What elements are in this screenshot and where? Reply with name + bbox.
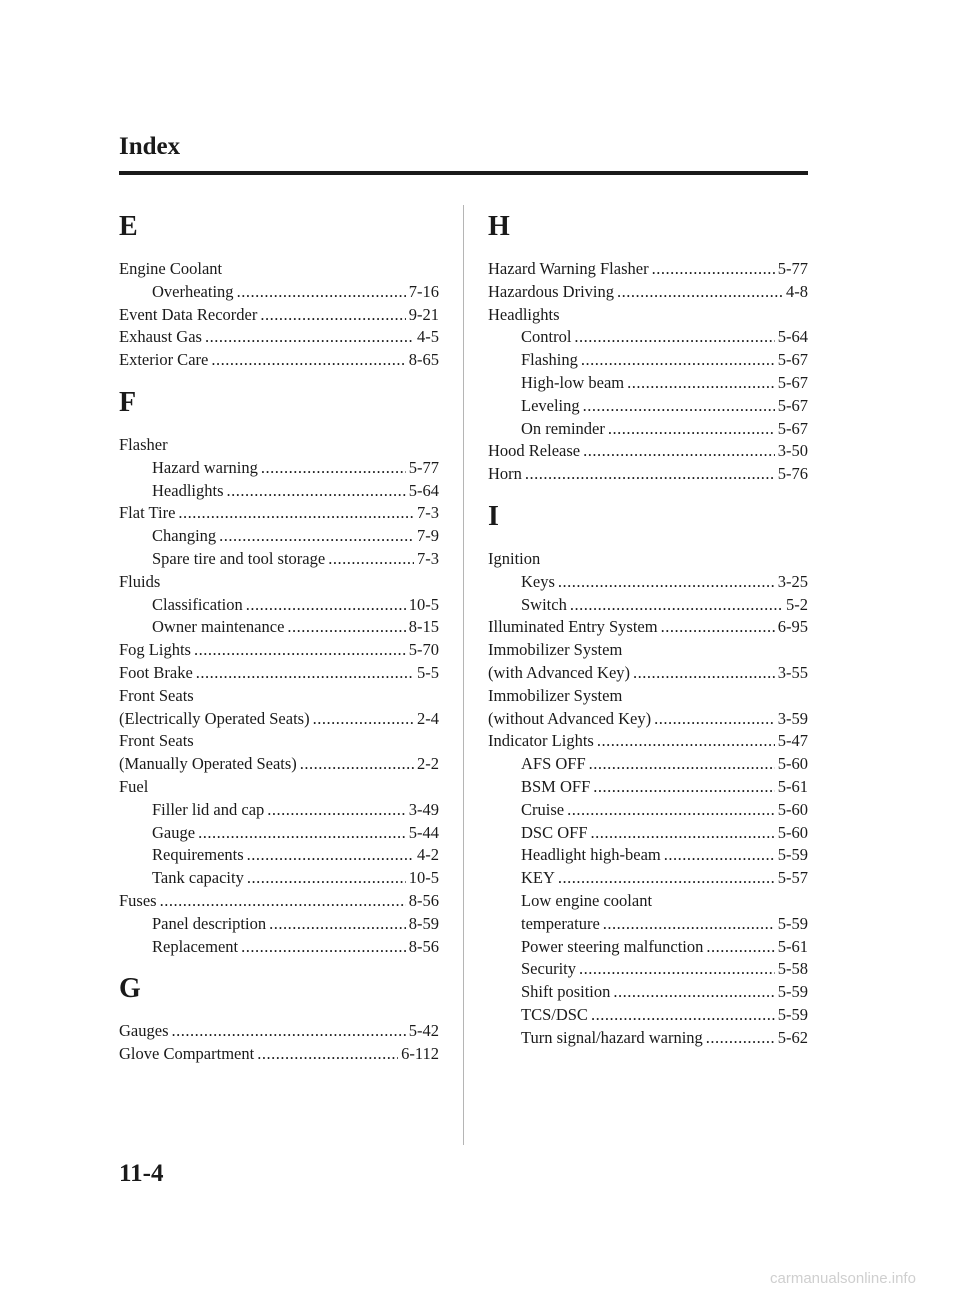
index-entry bbox=[119, 571, 439, 594]
section-letter: H bbox=[488, 211, 510, 242]
entry-page-ref: 2-4 bbox=[417, 708, 439, 728]
index-subentry bbox=[488, 913, 808, 936]
entry-label: Requirements bbox=[152, 845, 244, 865]
dot-leader bbox=[603, 913, 775, 936]
dot-leader bbox=[608, 418, 775, 441]
dot-leader bbox=[664, 844, 775, 867]
entry-label: Turn signal/hazard warning bbox=[521, 1027, 703, 1047]
index-entry bbox=[488, 463, 808, 486]
entry-label: Classification bbox=[152, 594, 243, 614]
dot-leader bbox=[591, 1004, 775, 1027]
entry-page-ref: 5-60 bbox=[777, 754, 808, 774]
entry-page-ref: 2-2 bbox=[417, 754, 439, 774]
entry-label: Horn bbox=[488, 464, 522, 484]
index-subentry bbox=[119, 822, 439, 845]
entry-label: Flasher bbox=[119, 434, 168, 454]
entry-label: (without Advanced Key) bbox=[488, 708, 652, 728]
entry-page-ref: 5-47 bbox=[777, 731, 808, 751]
dot-leader bbox=[706, 936, 774, 959]
entry-page-ref: 5-76 bbox=[777, 464, 808, 484]
dot-leader bbox=[627, 372, 775, 395]
entry-label: Gauge bbox=[152, 822, 196, 842]
dot-leader bbox=[171, 1020, 405, 1043]
entry-label: Headlights bbox=[152, 480, 224, 500]
index-column-left bbox=[119, 210, 439, 1066]
entry-label: Switch bbox=[521, 594, 567, 614]
dot-leader bbox=[589, 753, 775, 776]
index-subentry bbox=[119, 844, 439, 867]
index-subentry bbox=[488, 799, 808, 822]
index-subentry bbox=[119, 867, 439, 890]
dot-leader bbox=[287, 616, 405, 639]
index-subentry bbox=[488, 418, 808, 441]
index-entry bbox=[488, 548, 808, 571]
dot-leader bbox=[633, 662, 775, 685]
entry-label: Tank capacity bbox=[152, 868, 244, 888]
index-subentry bbox=[488, 372, 808, 395]
entry-label: Hazard warning bbox=[152, 457, 258, 477]
entry-label: Hood Release bbox=[488, 441, 581, 461]
entry-label: Control bbox=[521, 327, 572, 347]
entry-label: Gauges bbox=[119, 1021, 169, 1041]
entry-label: Flat Tire bbox=[119, 503, 176, 523]
dot-leader bbox=[247, 844, 414, 867]
entry-page-ref: 6-95 bbox=[777, 617, 808, 637]
dot-leader bbox=[313, 708, 414, 731]
dot-leader bbox=[257, 1043, 398, 1066]
entry-label: Overheating bbox=[152, 281, 234, 301]
entry-label: High-low beam bbox=[521, 372, 625, 392]
entry-label: DSC OFF bbox=[521, 822, 588, 842]
entry-label: Front Seats bbox=[119, 731, 194, 751]
index-entry bbox=[119, 685, 439, 708]
page-title: Index bbox=[119, 133, 181, 160]
index-subentry bbox=[488, 867, 808, 890]
index-entry bbox=[119, 1020, 439, 1043]
dot-leader bbox=[205, 326, 414, 349]
dot-leader bbox=[617, 281, 783, 304]
index-subentry bbox=[488, 958, 808, 981]
dot-leader bbox=[567, 799, 775, 822]
dot-leader bbox=[593, 776, 775, 799]
section-letter: E bbox=[119, 211, 138, 242]
entry-page-ref: 5-58 bbox=[777, 959, 808, 979]
entry-label: Foot Brake bbox=[119, 662, 193, 682]
entry-label: Engine Coolant bbox=[119, 259, 223, 278]
index-entry bbox=[119, 502, 439, 525]
index-subentry bbox=[488, 890, 808, 913]
entry-label: Changing bbox=[152, 526, 217, 546]
dot-leader bbox=[269, 913, 406, 936]
entry-label: BSM OFF bbox=[521, 776, 591, 796]
index-entry bbox=[119, 776, 439, 799]
section-letter: G bbox=[119, 973, 141, 1005]
index-entry bbox=[488, 730, 808, 753]
entry-label: Glove Compartment bbox=[119, 1044, 255, 1064]
dot-leader bbox=[246, 594, 406, 617]
entry-page-ref: 5-59 bbox=[777, 845, 808, 865]
entry-page-ref: 3-55 bbox=[777, 662, 808, 682]
entry-page-ref: 5-67 bbox=[777, 418, 808, 438]
entry-label: Headlight high-beam bbox=[521, 845, 661, 865]
entry-label: (Electrically Operated Seats) bbox=[119, 708, 310, 728]
index-entry bbox=[488, 258, 808, 281]
dot-leader bbox=[219, 525, 414, 548]
entry-label: Headlights bbox=[488, 304, 560, 324]
dot-leader bbox=[583, 395, 775, 418]
dot-leader bbox=[558, 867, 775, 890]
index-subentry bbox=[119, 594, 439, 617]
entry-label: Hazardous Driving bbox=[488, 281, 615, 301]
index-subentry bbox=[488, 844, 808, 867]
entry-label: On reminder bbox=[521, 418, 605, 438]
entry-page-ref: 5-57 bbox=[777, 868, 808, 888]
entry-page-ref: 5-67 bbox=[777, 395, 808, 415]
entry-page-ref: 4-2 bbox=[417, 845, 439, 865]
index-entry bbox=[119, 326, 439, 349]
index-subentry bbox=[488, 571, 808, 594]
entry-page-ref: 5-44 bbox=[408, 822, 439, 842]
section-letter: I bbox=[488, 500, 499, 532]
entry-label: TCS/DSC bbox=[521, 1004, 588, 1024]
index-subentry bbox=[119, 457, 439, 480]
dot-leader bbox=[613, 981, 774, 1004]
entry-label: (with Advanced Key) bbox=[488, 662, 631, 682]
dot-leader bbox=[300, 753, 414, 776]
entry-page-ref: 4-8 bbox=[786, 281, 808, 301]
dot-leader bbox=[227, 480, 406, 503]
index-subentry bbox=[488, 776, 808, 799]
index-entry bbox=[119, 708, 439, 731]
index-entry bbox=[119, 662, 439, 685]
entry-label: Immobilizer System bbox=[488, 640, 623, 660]
entry-page-ref: 5-77 bbox=[408, 457, 439, 477]
entry-page-ref: 5-5 bbox=[417, 662, 439, 682]
entry-label: Illuminated Entry System bbox=[488, 617, 658, 637]
entry-label: Spare tire and tool storage bbox=[152, 548, 326, 568]
entry-page-ref: 7-3 bbox=[417, 503, 439, 523]
index-entry bbox=[119, 890, 439, 913]
entry-label: Fuel bbox=[119, 776, 149, 796]
dot-leader bbox=[160, 890, 406, 913]
index-column-right bbox=[488, 210, 808, 1050]
entry-label: Filler lid and cap bbox=[152, 799, 265, 819]
header-rule bbox=[119, 171, 808, 175]
dot-leader bbox=[328, 548, 414, 571]
entry-page-ref: 8-59 bbox=[408, 913, 439, 933]
entry-page-ref: 5-70 bbox=[408, 640, 439, 660]
entry-page-ref: 5-61 bbox=[777, 936, 808, 956]
index-entry bbox=[119, 434, 439, 457]
index-entry bbox=[488, 304, 808, 327]
entry-label: Indicator Lights bbox=[488, 731, 594, 751]
dot-leader bbox=[597, 730, 775, 753]
index-entry bbox=[488, 616, 808, 639]
entry-page-ref: 5-61 bbox=[777, 776, 808, 796]
entry-page-ref: 5-59 bbox=[777, 913, 808, 933]
index-subentry bbox=[119, 913, 439, 936]
entry-label: Panel description bbox=[152, 913, 267, 933]
index-subentry bbox=[119, 616, 439, 639]
entry-page-ref: 5-60 bbox=[777, 822, 808, 842]
index-entry bbox=[488, 662, 808, 685]
entry-page-ref: 8-65 bbox=[408, 350, 439, 370]
entry-label: Cruise bbox=[521, 799, 565, 819]
entry-page-ref: 5-67 bbox=[777, 350, 808, 370]
index-entry bbox=[119, 1043, 439, 1066]
index-entry bbox=[119, 258, 439, 281]
index-subentry bbox=[119, 525, 439, 548]
dot-leader bbox=[211, 349, 405, 372]
index-entry bbox=[119, 304, 439, 327]
index-entry bbox=[119, 753, 439, 776]
dot-leader bbox=[261, 457, 406, 480]
dot-leader bbox=[525, 463, 775, 486]
entry-label: Fluids bbox=[119, 571, 161, 591]
entry-label: Immobilizer System bbox=[488, 685, 623, 705]
watermark: carmanualsonline.info bbox=[770, 1270, 916, 1287]
entry-label: Flashing bbox=[521, 350, 578, 370]
entry-label: Fog Lights bbox=[119, 640, 191, 660]
index-subentry bbox=[119, 936, 439, 959]
entry-page-ref: 5-67 bbox=[777, 372, 808, 392]
entry-page-ref: 7-9 bbox=[417, 526, 439, 546]
index-entry bbox=[488, 281, 808, 304]
dot-leader bbox=[661, 616, 775, 639]
index-subentry bbox=[488, 349, 808, 372]
dot-leader bbox=[260, 304, 405, 327]
index-subentry bbox=[119, 548, 439, 571]
entry-label: Replacement bbox=[152, 936, 239, 956]
dot-leader bbox=[196, 662, 414, 685]
entry-page-ref: 7-3 bbox=[417, 548, 439, 568]
entry-label: Low engine coolant bbox=[521, 890, 653, 910]
column-divider bbox=[463, 205, 464, 1145]
index-subentry bbox=[119, 799, 439, 822]
index-subentry bbox=[119, 480, 439, 503]
dot-leader bbox=[558, 571, 775, 594]
entry-label: Keys bbox=[521, 571, 555, 591]
dot-leader bbox=[652, 258, 775, 281]
entry-page-ref: 8-56 bbox=[408, 936, 439, 956]
index-subentry bbox=[488, 326, 808, 349]
entry-page-ref: 5-60 bbox=[777, 799, 808, 819]
entry-page-ref: 3-49 bbox=[408, 799, 439, 819]
entry-label: Front Seats bbox=[119, 685, 194, 705]
entry-label: KEY bbox=[521, 868, 555, 888]
entry-page-ref: 5-2 bbox=[786, 594, 808, 614]
dot-leader bbox=[237, 281, 406, 304]
entry-page-ref: 7-16 bbox=[408, 281, 439, 301]
dot-leader bbox=[178, 502, 414, 525]
entry-page-ref: 6-112 bbox=[401, 1044, 439, 1064]
index-entry bbox=[119, 639, 439, 662]
dot-leader bbox=[570, 594, 783, 617]
dot-leader bbox=[706, 1027, 775, 1050]
dot-leader bbox=[574, 326, 774, 349]
dot-leader bbox=[579, 958, 775, 981]
entry-label: Shift position bbox=[521, 982, 611, 1002]
entry-label: temperature bbox=[521, 913, 600, 933]
index-subentry bbox=[488, 1027, 808, 1050]
entry-page-ref: 3-50 bbox=[777, 441, 808, 461]
entry-page-ref: 5-62 bbox=[777, 1027, 808, 1047]
index-subentry bbox=[488, 753, 808, 776]
entry-page-ref: 5-64 bbox=[777, 327, 808, 347]
entry-page-ref: 5-77 bbox=[777, 259, 808, 278]
dot-leader bbox=[654, 708, 775, 731]
page-number: 11-4 bbox=[119, 1160, 164, 1187]
entry-page-ref: 10-5 bbox=[408, 868, 439, 888]
entry-page-ref: 9-21 bbox=[408, 304, 439, 324]
index-entry bbox=[488, 708, 808, 731]
entry-label: Exterior Care bbox=[119, 350, 209, 370]
entry-page-ref: 5-42 bbox=[408, 1021, 439, 1041]
entry-page-ref: 5-59 bbox=[777, 982, 808, 1002]
index-subentry bbox=[488, 936, 808, 959]
dot-leader bbox=[194, 639, 406, 662]
entry-label: Leveling bbox=[521, 395, 580, 415]
index-entry bbox=[488, 639, 808, 662]
section-letter: F bbox=[119, 386, 137, 418]
entry-label: Fuses bbox=[119, 890, 157, 910]
entry-label: Owner maintenance bbox=[152, 617, 285, 637]
dot-leader bbox=[583, 440, 775, 463]
index-subentry bbox=[488, 395, 808, 418]
dot-leader bbox=[267, 799, 405, 822]
index-subentry bbox=[119, 281, 439, 304]
index-subentry bbox=[488, 822, 808, 845]
entry-page-ref: 3-25 bbox=[777, 571, 808, 591]
entry-label: Power steering malfunction bbox=[521, 936, 704, 956]
entry-label: (Manually Operated Seats) bbox=[119, 754, 297, 774]
entry-page-ref: 5-59 bbox=[777, 1004, 808, 1024]
entry-page-ref: 8-15 bbox=[408, 617, 439, 637]
entry-page-ref: 5-64 bbox=[408, 480, 439, 500]
dot-leader bbox=[241, 936, 406, 959]
dot-leader bbox=[581, 349, 775, 372]
index-entry bbox=[119, 349, 439, 372]
index-entry bbox=[488, 685, 808, 708]
entry-label: Hazard Warning Flasher bbox=[488, 259, 649, 278]
index-subentry bbox=[488, 981, 808, 1004]
dot-leader bbox=[198, 822, 406, 845]
entry-page-ref: 8-56 bbox=[408, 890, 439, 910]
index-subentry bbox=[488, 1004, 808, 1027]
index-entry bbox=[488, 440, 808, 463]
entry-page-ref: 10-5 bbox=[408, 594, 439, 614]
entry-label: Security bbox=[521, 959, 576, 979]
entry-label: Event Data Recorder bbox=[119, 304, 258, 324]
entry-label: Ignition bbox=[488, 548, 541, 568]
index-entry bbox=[119, 730, 439, 753]
index-subentry bbox=[488, 594, 808, 617]
dot-leader bbox=[247, 867, 406, 890]
entry-page-ref: 3-59 bbox=[777, 708, 808, 728]
entry-page-ref: 4-5 bbox=[417, 327, 439, 347]
dot-leader bbox=[591, 822, 775, 845]
entry-label: Exhaust Gas bbox=[119, 327, 202, 347]
entry-label: AFS OFF bbox=[521, 754, 586, 774]
